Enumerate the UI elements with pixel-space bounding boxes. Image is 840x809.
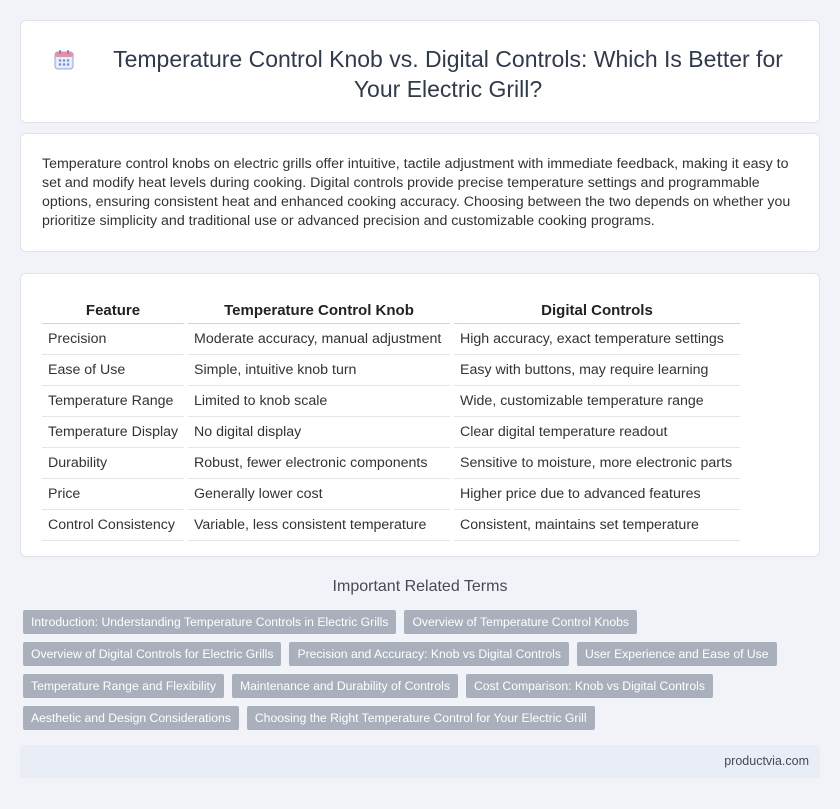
cell-knob: Robust, fewer electronic components [188, 447, 450, 478]
cell-feature: Precision [42, 323, 184, 354]
term-link[interactable]: Maintenance and Durability of Controls [232, 674, 458, 698]
term-row [23, 706, 813, 730]
footer-site-link[interactable]: productvia.com [724, 754, 809, 768]
term-row [23, 642, 813, 666]
table-header-row [42, 296, 740, 323]
term-link[interactable]: Overview of Temperature Control Knobs [404, 610, 637, 634]
cell-digital: Higher price due to advanced features [454, 478, 740, 509]
cell-digital: Wide, customizable temperature range [454, 385, 740, 416]
cell-feature: Temperature Range [42, 385, 184, 416]
page-title: Temperature Control Knob vs. Digital Controls: Which Is Better for Your Electric Grill? [113, 46, 783, 102]
table-row [42, 478, 740, 509]
cell-digital: Easy with buttons, may require learning [454, 354, 740, 385]
term-link[interactable]: Choosing the Right Temperature Control for Your Electric Grill [247, 706, 595, 730]
table-row [42, 385, 740, 416]
cell-feature: Temperature Display [42, 416, 184, 447]
cell-digital: Clear digital temperature readout [454, 416, 740, 447]
term-link[interactable]: Overview of Digital Controls for Electric Grills [23, 642, 281, 666]
cell-feature: Ease of Use [42, 354, 184, 385]
cell-feature: Durability [42, 447, 184, 478]
cell-digital: High accuracy, exact temperature settings [454, 323, 740, 354]
table-row [42, 416, 740, 447]
cell-knob: Moderate accuracy, manual adjustment [188, 323, 450, 354]
title-wrap [61, 44, 799, 104]
cell-digital: Sensitive to moisture, more electronic parts [454, 447, 740, 478]
table-row [42, 447, 740, 478]
table-row [42, 323, 740, 354]
term-row [23, 674, 813, 698]
term-row [23, 610, 813, 634]
related-terms-heading: Important Related Terms [332, 578, 508, 595]
related-terms [23, 610, 813, 738]
table-row [42, 509, 740, 540]
header-feature: Feature [42, 296, 184, 323]
cell-knob: Simple, intuitive knob turn [188, 354, 450, 385]
term-link[interactable]: User Experience and Ease of Use [577, 642, 777, 666]
term-link[interactable]: Precision and Accuracy: Knob vs Digital Controls [289, 642, 569, 666]
comparison-table [42, 296, 740, 541]
term-link[interactable]: Aesthetic and Design Considerations [23, 706, 239, 730]
comparison-card [20, 273, 820, 557]
table-row [42, 354, 740, 385]
cell-digital: Consistent, maintains set temperature [454, 509, 740, 540]
cell-knob: Generally lower cost [188, 478, 450, 509]
header-digital: Digital Controls [454, 296, 740, 323]
term-link[interactable]: Introduction: Understanding Temperature Controls in Electric Grills [23, 610, 396, 634]
cell-knob: Variable, less consistent temperature [188, 509, 450, 540]
cell-feature: Control Consistency [42, 509, 184, 540]
cell-feature: Price [42, 478, 184, 509]
term-link[interactable]: Temperature Range and Flexibility [23, 674, 224, 698]
cell-knob: No digital display [188, 416, 450, 447]
cell-knob: Limited to knob scale [188, 385, 450, 416]
term-link[interactable]: Cost Comparison: Knob vs Digital Controls [466, 674, 713, 698]
title-card [20, 20, 820, 123]
intro-card [20, 133, 820, 252]
header-knob: Temperature Control Knob [188, 296, 450, 323]
footer [20, 745, 820, 778]
intro-paragraph: Temperature control knobs on electric grills offer intuitive, tactile adjustment with immediate feedback, making it easy to set and modify heat levels during cooking. Digital controls provide precise temperature settings and programmable options, ensuring consistent heat and enhanced cooking accuracy. Choosing between the two depends on whether you prioritize simplicity and traditional use or advanced precision and customizable cooking programs. [42, 156, 791, 229]
